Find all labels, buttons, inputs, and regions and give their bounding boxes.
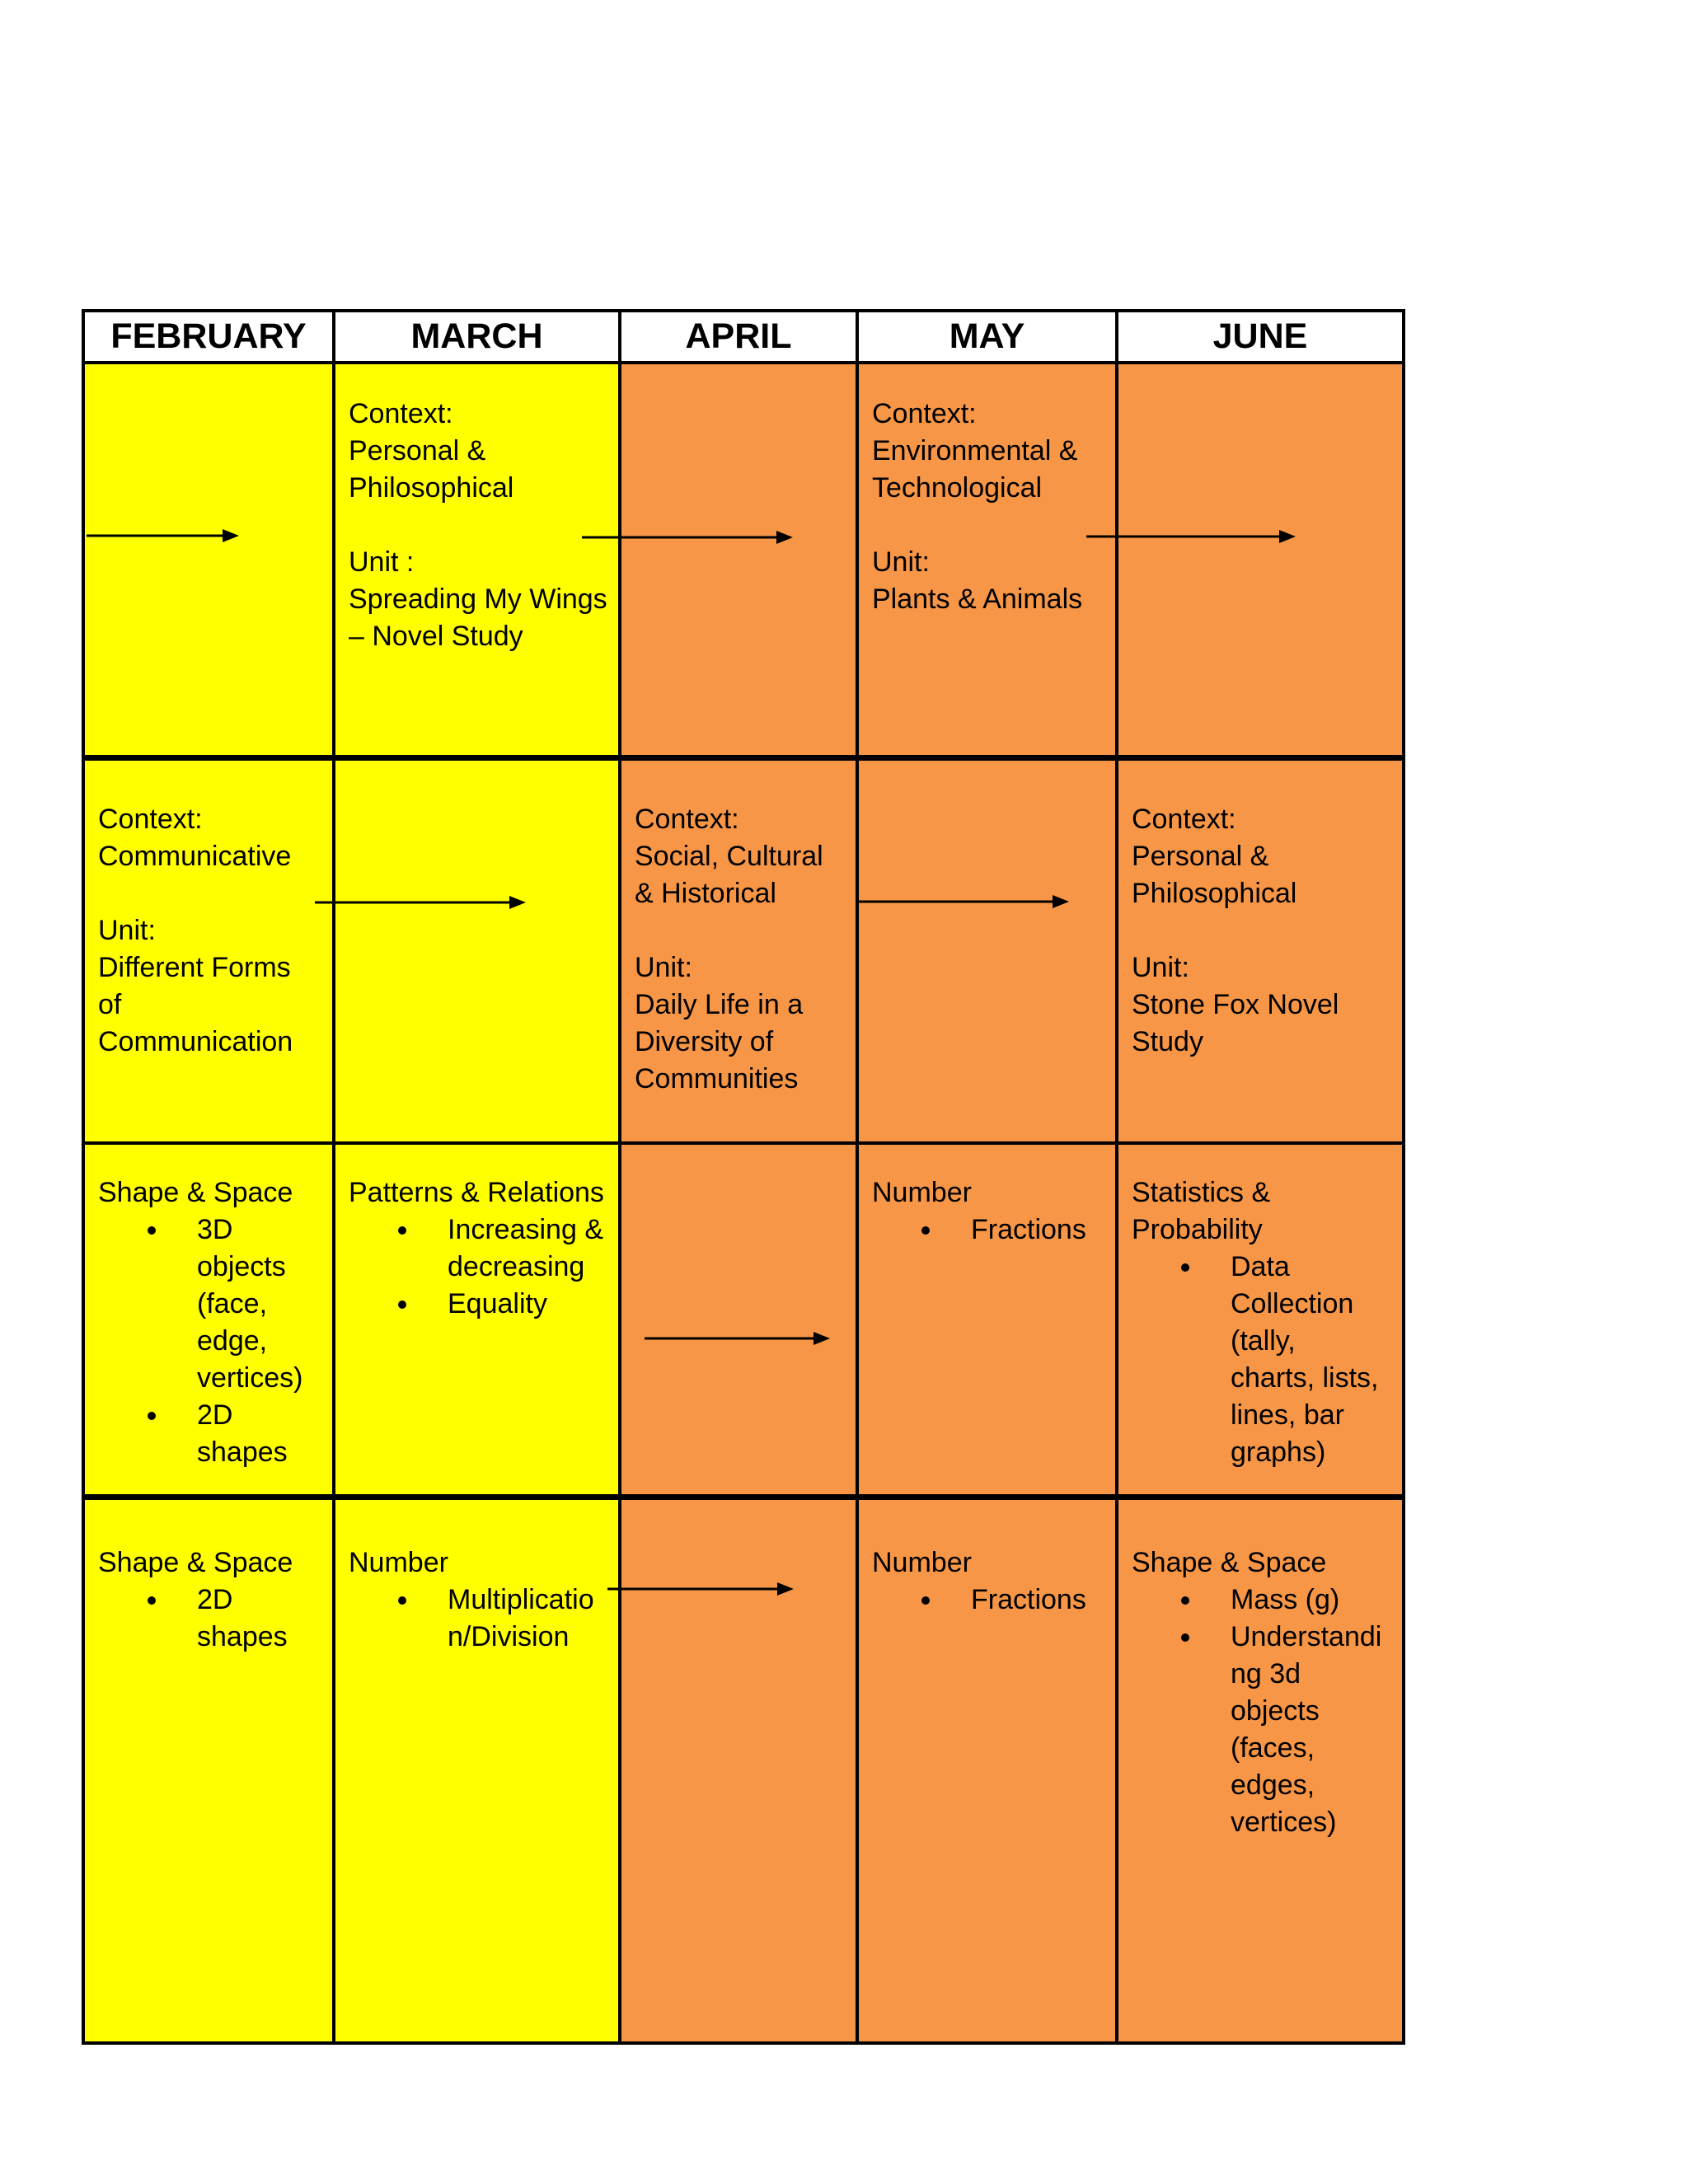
bullet-item [1132,1619,1381,1841]
bullet-text-line: Fractions [971,1584,1086,1615]
bullet-text-line: objects [1231,1695,1320,1727]
column-divider [618,311,621,2045]
blank-line [349,507,607,544]
cell-text-line: Communicative [98,841,292,872]
bullet-text-line: (faces, [1231,1732,1315,1764]
strand-title: Probability [1132,1214,1263,1245]
cell-text-line: Spreading My Wings [349,583,607,615]
column-divider [856,311,859,2045]
right-arrow-icon [315,893,528,912]
month-header-march: MARCH [334,311,620,363]
bullet-item [349,1212,604,1286]
month-header-february: FEBRUARY [83,311,334,363]
bullet-text-line: shapes [197,1436,288,1468]
cell-text-line: Unit: [635,952,692,983]
cell-text-line: Philosophical [349,472,514,504]
cell-text-line: & Historical [635,878,776,909]
bullet-text-line: vertices) [197,1362,303,1394]
cell-text-line: Context: [1132,804,1236,835]
bullet-text-line: n/Division [448,1621,570,1652]
blank-line [98,875,293,912]
column-divider [1115,311,1118,2045]
bullet-list [98,1212,302,1471]
cell-text-line: Context: [635,804,739,835]
bullet-text-line: ng 3d [1231,1658,1301,1690]
cell-text-line: Communities [635,1063,799,1094]
cell-may-row-1 [872,396,1082,618]
bullet-text-line: Mass (g) [1231,1584,1340,1615]
blank-line [1132,912,1339,949]
row-divider [82,2041,1405,2045]
bullet-text-line: Fractions [971,1214,1086,1245]
bullet-text-line: Equality [448,1288,547,1319]
cell-text-line: Different Forms [98,952,291,983]
cell-text-line: Unit: [872,546,930,578]
cell-text-line: Unit: [1132,952,1189,983]
bullet-list [98,1582,293,1656]
bullet-list [349,1582,594,1656]
bullet-text-line: Collection [1231,1288,1354,1319]
cell-text-line: Stone Fox Novel [1132,989,1339,1020]
cell-text-line: of [98,989,122,1020]
strand-title: Shape & Space [98,1177,293,1208]
month-header-june: JUNE [1117,311,1404,363]
cell-text-line: Unit : [349,546,415,578]
right-arrow-icon [87,526,241,546]
month-header-may: MAY [857,311,1117,363]
bullet-text-line: 2D [197,1584,233,1615]
bullet-item [1132,1249,1378,1471]
bullet-text-line: (face, [197,1288,268,1319]
bullet-item [1132,1582,1381,1619]
right-arrow-icon [645,1329,832,1348]
row-divider [82,309,1405,312]
strand-title: Statistics & [1132,1177,1271,1208]
cell-text-line: Unit: [98,915,156,946]
right-arrow-icon [1086,527,1297,546]
cell-text-line: Personal & [349,435,486,466]
cell-may-row-3 [872,1174,1086,1249]
cell-text-line: Technological [872,472,1043,504]
bullet-item [98,1582,293,1656]
cell-april-row-2 [635,801,823,1098]
right-arrow-icon [582,527,795,547]
bullet-list [349,1212,604,1323]
cell-may-row-4 [872,1544,1086,1619]
cell-text-line: Plants & Animals [872,583,1083,615]
cell-march-row-3 [349,1174,604,1323]
cell-text-line: Communication [98,1026,293,1057]
bullet-text-line: vertices) [1231,1807,1337,1838]
cell-february-row-2 [98,801,293,1061]
bullet-item [872,1212,1086,1249]
cell-text-line: Context: [98,804,203,835]
row-divider [82,1141,1405,1145]
bullet-item [349,1582,594,1656]
row-divider [82,1494,1405,1500]
cell-text-line: Social, Cultural [635,841,823,872]
blank-line [635,912,823,949]
cell-june-row-3 [1132,1174,1378,1471]
cell-text-line: Study [1132,1026,1203,1057]
bullet-list [872,1212,1086,1249]
column-background-april [620,363,857,2043]
strand-title: Shape & Space [98,1547,293,1578]
strand-title: Patterns & Relations [349,1177,604,1208]
cell-june-row-4 [1132,1544,1381,1841]
bullet-text-line: Data [1231,1251,1290,1282]
column-divider [1402,311,1405,2045]
row-divider [82,755,1405,761]
cell-june-row-2 [1132,801,1339,1061]
month-header-april: APRIL [620,311,857,363]
bullet-text-line: Understandi [1231,1621,1382,1652]
cell-text-line: Diversity of [635,1026,774,1057]
cell-text-line: Environmental & [872,435,1078,466]
right-arrow-icon [607,1579,795,1599]
cell-text-line: Context: [349,398,453,429]
bullet-list [1132,1249,1378,1471]
bullet-item [98,1397,302,1471]
strand-title: Number [349,1547,448,1578]
cell-march-row-4 [349,1544,594,1656]
bullet-text-line: lines, bar [1231,1399,1344,1431]
bullet-text-line: objects [197,1251,286,1282]
cell-february-row-4 [98,1544,293,1656]
bullet-text-line: shapes [197,1621,288,1652]
cell-text-line: Philosophical [1132,878,1297,909]
bullet-list [872,1582,1086,1619]
bullet-item [98,1212,302,1397]
bullet-text-line: edge, [197,1325,268,1357]
cell-february-row-3 [98,1174,302,1471]
right-arrow-icon [859,892,1071,912]
bullet-text-line: charts, lists, [1231,1362,1379,1394]
column-divider [332,311,335,2045]
row-divider [82,361,1405,364]
bullet-text-line: Multiplicatio [448,1584,594,1615]
bullet-text-line: 2D [197,1399,233,1431]
cell-text-line: – Novel Study [349,621,523,652]
cell-text-line: Daily Life in a [635,989,804,1020]
cell-text-line: Personal & [1132,841,1269,872]
bullet-text-line: 3D [197,1214,233,1245]
strand-title: Shape & Space [1132,1547,1327,1578]
bullet-text-line: (tally, [1231,1325,1296,1357]
strand-title: Number [872,1547,972,1578]
bullet-item [872,1582,1086,1619]
bullet-text-line: decreasing [448,1251,585,1282]
bullet-text-line: Increasing & [448,1214,603,1245]
blank-line [872,507,1082,544]
bullet-text-line: graphs) [1231,1436,1326,1468]
bullet-item [349,1286,604,1323]
cell-text-line: Context: [872,398,977,429]
bullet-list [1132,1582,1381,1841]
column-divider [82,311,85,2045]
cell-march-row-1 [349,396,607,655]
strand-title: Number [872,1177,972,1208]
bullet-text-line: edges, [1231,1769,1315,1801]
